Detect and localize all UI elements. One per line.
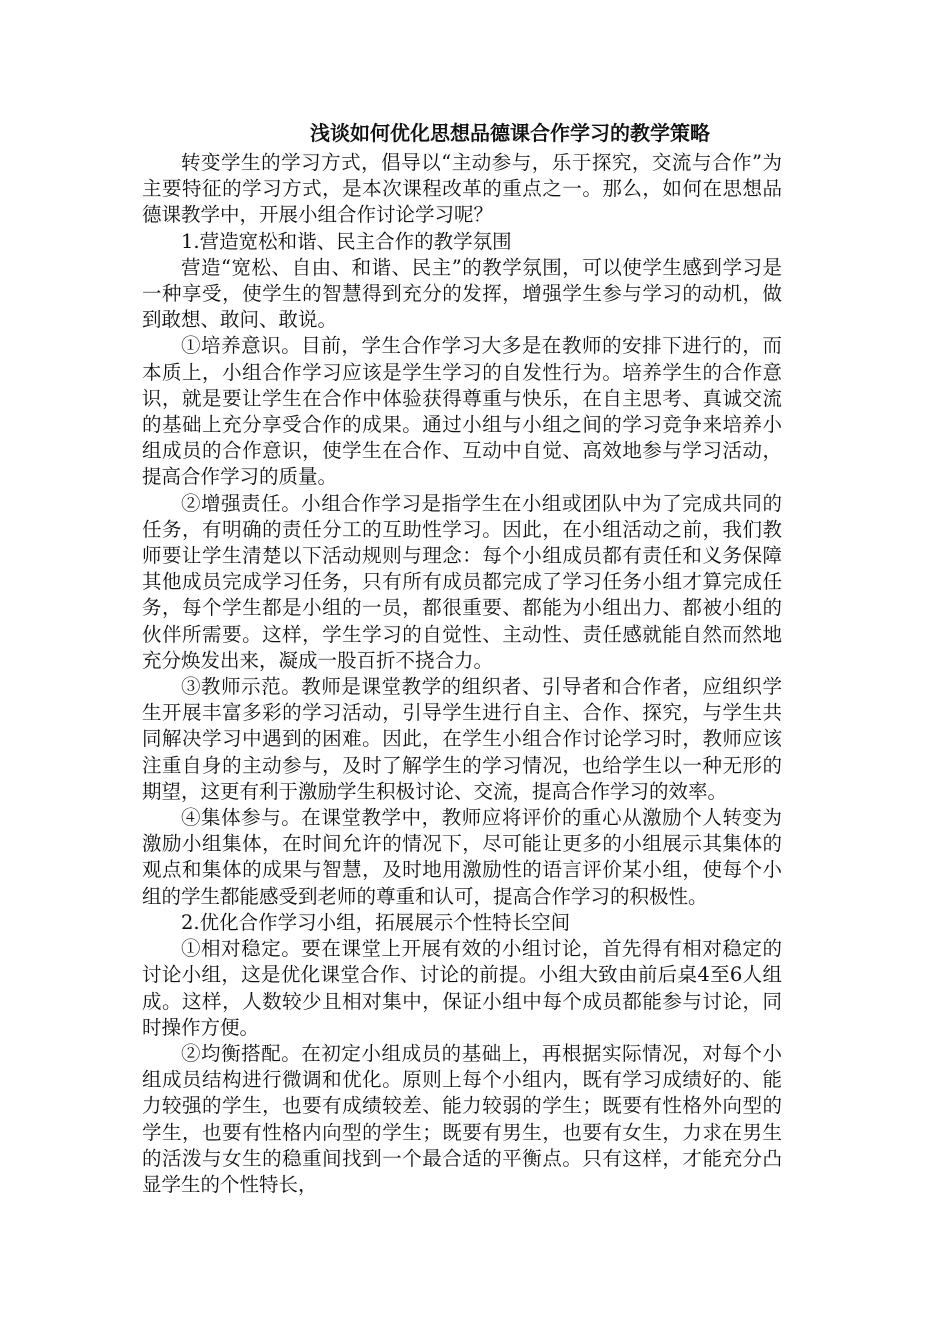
point-cultivate-awareness: ①培养意识。目前，学生合作学习大多是在教师的安排下进行的，而本质上，小组合作学习应该是学生学习的自发性行为。培养学生的合作意识，就是要让学生在合作中体验获得尊重与快乐，在自主思考、真诚交流的基础上充分享受合作的成果。通过小组与小组之间的学习竞争来培养小组成员的合作意识，使学生在合作、互动中自觉、高效地参与学习活动，提高合作学习的质量。 [142, 334, 782, 489]
section-1-paragraph: 营造“宽松、自由、和谐、民主”的教学氛围，可以使学生感到学习是一种享受，使学生的智慧得到充分的发挥，增强学生参与学习的动机，做到敢想、敢问、敢说。 [142, 255, 782, 332]
document-body [142, 118, 782, 1198]
point-relative-stability: ①相对稳定。要在课堂上开展有效的小组讨论，首先得有相对稳定的讨论小组，这是优化课堂合作、讨论的前提。小组大致由前后桌4至6人组成。这样，人数较少且相对集中，保证小组中每个成员都能参与讨论，同时操作方便。 [142, 937, 782, 1039]
section-heading-2: 2.优化合作学习小组，拓展展示个性特长空间 [181, 910, 571, 934]
point-collective-participation: ④集体参与。在课堂教学中，教师应将评价的重心从激励个人转变为激励小组集体，在时间允许的情况下，尽可能让更多的小组展示其集体的观点和集体的成果与智慧，及时地用激励性的语言评价某小组，使每个小组的学生都能感受到老师的尊重和认可，提高合作学习的积极性。 [142, 806, 782, 908]
point-balanced-grouping: ②均衡搭配。在初定小组成员的基础上，再根据实际情况，对每个小组成员结构进行微调和优化。原则上每个小组内，既有学习成绩好的、能力较强的学生，也要有成绩较差、能力较弱的学生；既要有性格外向型的学生，也要有性格内向型的学生；既要有男生，也要有女生，力求在男生的活泼与女生的稳重间找到一个最合适的平衡点。只有这样，才能充分凸显学生的个性特长， [142, 1041, 782, 1196]
point-strengthen-responsibility: ②增强责任。小组合作学习是指学生在小组或团队中为了完成共同的任务，有明确的责任分工的互助性学习。因此，在小组活动之前，我们教师要让学生清楚以下活动规则与理念：每个小组成员都有责任和义务保障其他成员完成学习任务，只有所有成员都完成了学习任务小组才算完成任务，每个学生都是小组的一员，都很重要、都能为小组出力、都被小组的伙伴所需要。这样，学生学习的自觉性、主动性、责任感就能自然而然地充分焕发出来，凝成一股百折不挠合力。 [142, 491, 782, 672]
section-heading-1: 1.营造宽松和谐、民主合作的教学氛围 [181, 229, 512, 253]
point-teacher-demonstration: ③教师示范。教师是课堂教学的组织者、引导者和合作者，应组织学生开展丰富多彩的学习活动，引导学生进行自主、合作、探究，与学生共同解决学习中遇到的困难。因此，在学生小组合作讨论学习时，教师应该注重自身的主动参与，及时了解学生的学习情况，也给学生以一种无形的期望，这更有利于激励学生积极讨论、交流，提高合作学习的效率。 [142, 675, 782, 803]
document-title: 浅谈如何优化思想品德课合作学习的教学策略 [310, 121, 710, 145]
intro-paragraph: 转变学生的学习方式，倡导以“主动参与，乐于探究，交流与合作”为主要特征的学习方式，是本次课程改革的重点之一。那么，如何在思想品德课教学中，开展小组合作讨论学习呢？ [142, 151, 782, 227]
